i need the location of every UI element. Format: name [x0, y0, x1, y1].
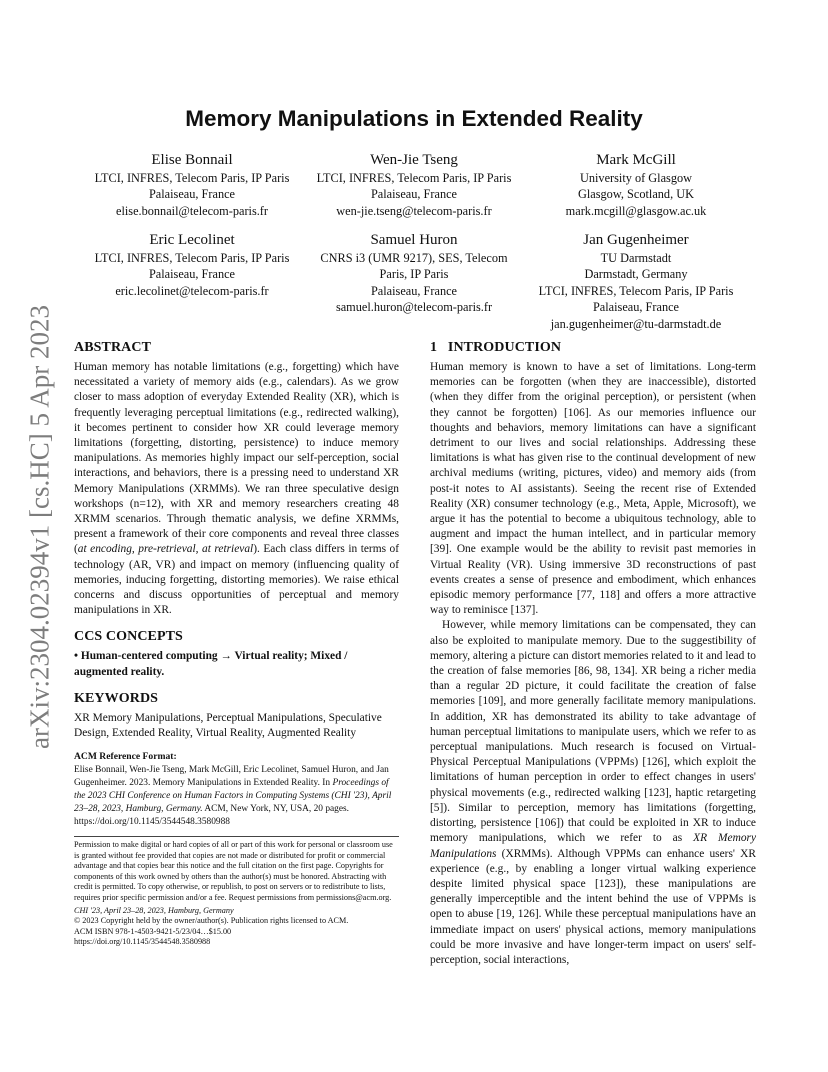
author-affiliation: LTCI, INFRES, Telecom Paris, IP Paris [94, 171, 290, 185]
acm-reference-part: Elise Bonnail, Wen-Jie Tseng, Mark McGill, Eric Lecolinet, Samuel Huron, and Jan Gugenheimer. 2023. Memory Manipulations in Extended Reality. In [74, 765, 389, 789]
introduction-paragraph [430, 618, 756, 968]
author-location: Darmstadt, Germany [584, 267, 688, 282]
keywords-heading: KEYWORDS [74, 690, 159, 706]
permission-block [74, 840, 399, 948]
author-name: Mark McGill [596, 152, 676, 168]
acm-reference-part: ACM, New York, NY, USA, 20 pages. https://doi.org/10.1145/3544548.3580988 [74, 804, 350, 828]
abstract-text-part: Human memory has notable limitations (e.g., forgetting) which have necessitated a variety of memory aids (e.g., calendars). As we grow closer to mass adoption of everyday Extended Reality (XR), which is frequently leveraging perceptual limitations (e.g., redirected walking), it becomes pertinent to consider how XR could leverage memory limitations (forgetting, distorting, persistence) to induce memory manipulations. As memories highly impact our self-perception, social interactions, and behaviors, there is a pressing need to understand XR Memory Manipulations (XRMMs). We ran three speculative design workshops (n=12), with XR and memory researchers creating 48 XRMM scenarios. Through thematic analysis, we define XRMMs, present a framework of their core components and reveal three classes ( [74, 361, 399, 556]
author-affiliation: LTCI, INFRES, Telecom Paris, IP Paris [316, 171, 512, 185]
abstract-text-italic: at encoding, pre-retrieval, at retrieval [77, 543, 254, 556]
acm-reference-text [74, 764, 399, 829]
permission-venue-text: CHI '23, April 23–28, 2023, Hamburg, Germany [74, 905, 234, 915]
permission-copyright: © 2023 Copyright held by the owner/author(s). Publication rights licensed to ACM. [74, 916, 349, 926]
author-name: Elise Bonnail [151, 152, 233, 168]
introduction-heading: 1 INTRODUCTION [430, 340, 562, 355]
paper-title: Memory Manipulations in Extended Reality [185, 106, 643, 131]
author-location: Palaiseau, France [370, 283, 458, 298]
author-affiliation: LTCI, INFRES, Telecom Paris, IP Paris [538, 283, 734, 298]
keywords-text: XR Memory Manipulations, Perceptual Manipulations, Speculative Design, Extended Reality, Virtual Reality, Augmented Reality [74, 711, 382, 740]
permission-text: Permission to make digital or hard copies of all or part of this work for personal or classroom use is granted without fee provided that copies are not made or distributed for profit or commercial advantage and that copies bear this notice and the full citation on the first page. Copyrights for components of this work owned by others than the author(s) must be honored. Abstracting with credit is permitted. To copy otherwise, or republish, to post on servers or to redistribute to lists, requires prior specific permission and/or a fee. Request permissions from permissions@acm.org. [74, 840, 393, 902]
author-block [516, 150, 756, 219]
ccs-heading: CCS CONCEPTS [74, 629, 183, 645]
author-email[interactable]: jan.gugenheimer@tu-darmstadt.de [550, 316, 722, 331]
permission-venue [74, 906, 399, 917]
author-block [294, 150, 534, 219]
author-location: Palaiseau, France [592, 300, 680, 315]
acm-reference-heading: ACM Reference Format: [74, 751, 177, 763]
author-block [72, 150, 312, 219]
introduction-text-part: (XRMMs). Although VPPMs can enhance users' XR experience (e.g., by enabling a longer virtual walking experience despite limited physical space [123]), these manipulations are generally imperceptible and the intent behind the use of VPPMs is open to abuse [19, 126]. While these perceptual manipulations have an immediate impact on users' physical actions, memory manipulations could be more invasive and have longer-term impact on users' self-perception, social interactions, [430, 847, 756, 966]
author-name: Wen-Jie Tseng [370, 152, 458, 168]
author-email[interactable]: eric.lecolinet@telecom-paris.fr [115, 283, 269, 298]
author-block [294, 230, 534, 316]
author-email[interactable]: elise.bonnail@telecom-paris.fr [116, 203, 268, 218]
author-location: Palaiseau, France [148, 187, 236, 202]
permission-isbn: ACM ISBN 978-1-4503-9421-5/23/04…$15.00 [74, 926, 232, 936]
author-affiliation: LTCI, INFRES, Telecom Paris, IP Paris [94, 251, 290, 265]
arxiv-identifier [20, 292, 60, 762]
acm-reference-italic: Proceedings of the 2023 CHI Conference on Human Factors in Computing Systems (CHI '23), April 23–28, 2023, Hamburg, Germany. [74, 778, 392, 815]
author-affiliation: CNRS i3 (UMR 9217), SES, Telecom [320, 251, 508, 265]
arxiv-identifier-text: arXiv:2304.02394v1 [cs.HC] 5 Apr 2023 [24, 305, 55, 749]
author-location: Glasgow, Scotland, UK [577, 187, 694, 202]
author-name: Jan Gugenheimer [583, 232, 689, 248]
right-column [430, 340, 756, 968]
ccs-concepts: • Human-centered computing → Virtual reality; Mixed / augmented reality. [74, 650, 348, 678]
introduction-paragraph: Human memory is known to have a set of limitations. Long-term memories can be forgotten (when they are inaccessible), distorted (when they differ from the original perception), or persistent (when they cannot be forgotten) [106]. As our memories influence our thoughts and behaviors, memory limitations can have a significant detriment to our lives and social relationships. Addressing these limitations is what has given rise to the continual development of new archival mediums (writing, pictures, video) and memory aids (from post-it notes to AI assistants). Seeing the recent rise of Extended Reality (XR) consumer technology (e.g., Meta, Apple, Microsoft), we argue it has the potential to become a ubiquitous technology, able to augment and impact the human intellect, and in particular memory [39]. One example would be the ability to revisit past memories in Virtual Reality (VR). Using immersive 3D reconstructions of past events creates a sense of presence and embodiment, which enhances episodic memory performance [77, 118] and offers a more attractive way to reminisce [137]. [430, 361, 756, 617]
keywords-section [74, 691, 399, 741]
left-column [74, 340, 399, 829]
introduction-text-part: However, while memory limitations can be compensated, they can also be exploited to manipulate memory. Due to the suggestibility of memory, altering a picture can distort memories related to it and lead to the creation of false memories [86, 98, 134]. XR being a richer media than a regular 2D picture, it could facilitate the creation of false memories [109], and more generally facilitate memory manipulations. In addition, XR has demonstrated its ability to take advantage of human perceptual limitations to manipulate users, which we refer to as perceptual manipulations. Much research is focused on Virtual-Physical Perceptual Manipulations (VPPMs) [126], which exploit the limitations of human perception in order to effect changes in users' physical movements (e.g., redirected walking [123], haptic retargeting [5]). Similar to perception, memory has limitations (forgetting, distorting, persistence [106]) that could be exploited in XR to induce memory manipulations, which we refer to as [430, 619, 756, 845]
author-email[interactable]: wen-jie.tseng@telecom-paris.fr [336, 203, 492, 218]
author-block [72, 230, 312, 299]
author-name: Eric Lecolinet [149, 232, 235, 248]
author-email[interactable]: mark.mcgill@glasgow.ac.uk [565, 203, 707, 218]
author-affiliation: University of Glasgow [579, 171, 693, 185]
author-name: Samuel Huron [370, 232, 458, 248]
abstract-heading: ABSTRACT [74, 340, 152, 355]
author-location: Palaiseau, France [148, 267, 236, 282]
author-affiliation: TU Darmstadt [600, 251, 672, 265]
abstract-text [74, 360, 399, 618]
author-email[interactable]: samuel.huron@telecom-paris.fr [335, 300, 493, 315]
author-block [516, 230, 756, 332]
abstract-text-part: ). Each class differs in terms of technology (AR, VR) and impact on memory (influencing quality of memories, inducing forgetting, distorting memories). We raise ethical concerns and discuss opportunities of perceptual and memory manipulations in XR. [74, 543, 400, 617]
permission-doi[interactable]: https://doi.org/10.1145/3544548.3580988 [74, 937, 211, 947]
author-location: Palaiseau, France [370, 187, 458, 202]
introduction-text-italic: XR Memory Manipulations [430, 832, 757, 860]
ccs-section [74, 629, 399, 679]
footnote-divider [74, 836, 399, 837]
author-affiliation: Paris, IP Paris [379, 267, 449, 282]
